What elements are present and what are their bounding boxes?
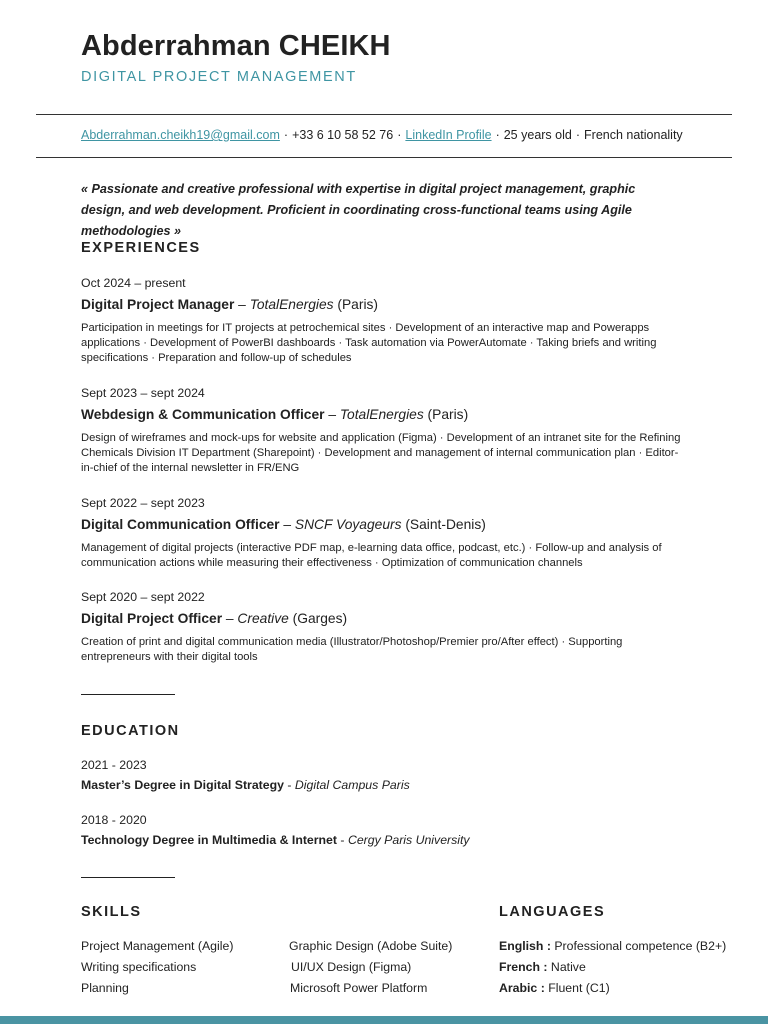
top-divider <box>36 114 732 115</box>
language-level: Native <box>547 960 586 974</box>
role-title: Digital Communication Officer <box>81 517 280 532</box>
email-link[interactable]: Abderrahman.cheikh19@gmail.com <box>81 128 280 142</box>
degree-dash: - <box>337 833 348 847</box>
education-degree <box>81 833 581 847</box>
company-location: (Garges) <box>288 611 348 626</box>
skills-heading: SKILLS <box>81 904 142 920</box>
experience-description: Management of digital projects (interactive PDF map, e-learning data office, podcast, etc.) · Follow-up and analysis of communication actions while measuring their effectiveness · Optimization of communication channels <box>81 542 662 569</box>
separator: · <box>575 128 581 142</box>
experience-item <box>81 386 687 476</box>
language-item <box>499 939 726 953</box>
language-item <box>499 960 586 974</box>
degree-title: Master’s Degree in Digital Strategy <box>81 778 284 792</box>
experience-description: Creation of print and digital communication media (Illustrator/Photoshop/Premier pro/After effect) · Supporting entrepreneurs with their digital tools <box>81 636 623 663</box>
experience-date: Sept 2022 – sept 2023 <box>81 496 205 510</box>
education-date: 2018 - 2020 <box>81 813 147 827</box>
role-dash: – <box>279 517 295 532</box>
language-name: Arabic : <box>499 981 545 995</box>
role-title: Webdesign & Communication Officer <box>81 407 325 422</box>
nationality: French nationality <box>584 128 683 142</box>
education-degree <box>81 778 581 792</box>
experience-item <box>81 590 687 665</box>
separator: · <box>397 128 402 142</box>
degree-title: Technology Degree in Multimedia & Internet <box>81 833 337 847</box>
company-location: (Paris) <box>333 297 379 312</box>
candidate-name: Abderrahman CHEIKH <box>81 30 391 62</box>
role-title: Digital Project Manager <box>81 297 235 312</box>
skill-item: UI/UX Design (Figma) <box>291 960 412 974</box>
section-divider <box>81 694 175 695</box>
company-location: (Saint-Denis) <box>401 517 486 532</box>
experience-description: Design of wireframes and mock-ups for website and application (Figma) · Development of an intranet site for the Refining Chemicals Division IT Department (Sharepoint) · Development and management of internal communication plan · Editor-in-chief of the internal newsletter in FR/ENG <box>81 432 681 474</box>
role-dash: – <box>222 611 238 626</box>
profile-quote: « Passionate and creative professional with expertise in digital project management, graphic design, and web development. Proficient in coordinating cross-functional teams using Agile methodologies » <box>81 182 636 238</box>
company-location: (Paris) <box>423 407 469 422</box>
section-divider <box>81 877 175 878</box>
experience-item <box>81 496 687 571</box>
experiences-heading: EXPERIENCES <box>81 240 201 256</box>
experience-role <box>81 611 687 631</box>
skill-item: Graphic Design (Adobe Suite) <box>289 939 453 953</box>
school-name: Cergy Paris University <box>347 833 470 847</box>
experience-role <box>81 407 687 427</box>
language-name: English : <box>499 939 551 953</box>
language-level: Fluent (C1) <box>544 981 610 995</box>
age: 25 years old <box>503 128 572 142</box>
school-name: Digital Campus Paris <box>294 778 410 792</box>
company-name: Creative <box>237 611 289 626</box>
phone-number: +33 6 10 58 52 76 <box>292 128 394 142</box>
skill-item: Project Management (Agile) <box>81 939 234 953</box>
candidate-subtitle: DIGITAL PROJECT MANAGEMENT <box>81 69 357 85</box>
role-dash: – <box>234 297 250 312</box>
experience-date: Oct 2024 – present <box>81 276 186 290</box>
education-item <box>81 813 581 847</box>
education-item <box>81 758 581 792</box>
experience-date: Sept 2023 – sept 2024 <box>81 386 205 400</box>
experience-date: Sept 2020 – sept 2022 <box>81 590 205 604</box>
experience-item <box>81 276 687 366</box>
contact-line <box>81 128 683 142</box>
degree-dash: - <box>283 778 295 792</box>
experience-role <box>81 297 687 317</box>
experience-description: Participation in meetings for IT projects at petrochemical sites · Development of an interactive map and Powerapps applications · Development of PowerBI dashboards · Task automation via PowerAutomate · Taking briefs and writing specifications · Preparation and follow-up of schedules <box>81 322 657 364</box>
skill-item: Planning <box>81 981 129 995</box>
skill-item: Writing specifications <box>81 960 197 974</box>
language-item <box>499 981 610 995</box>
separator: · <box>495 128 500 142</box>
role-dash: – <box>324 407 340 422</box>
contact-divider <box>36 157 732 158</box>
language-name: French : <box>499 960 548 974</box>
education-date: 2021 - 2023 <box>81 758 147 772</box>
languages-heading: LANGUAGES <box>499 904 606 920</box>
language-level: Professional competence (B2+) <box>550 939 727 953</box>
experience-role <box>81 517 687 537</box>
footer-accent-bar <box>0 1016 768 1024</box>
skill-item: Microsoft Power Platform <box>290 981 428 995</box>
company-name: TotalEnergies <box>249 297 334 312</box>
linkedin-link[interactable]: LinkedIn Profile <box>405 128 492 142</box>
company-name: SNCF Voyageurs <box>294 517 402 532</box>
company-name: TotalEnergies <box>339 407 424 422</box>
education-heading: EDUCATION <box>81 723 180 739</box>
role-title: Digital Project Officer <box>81 611 223 626</box>
separator: · <box>283 128 289 142</box>
